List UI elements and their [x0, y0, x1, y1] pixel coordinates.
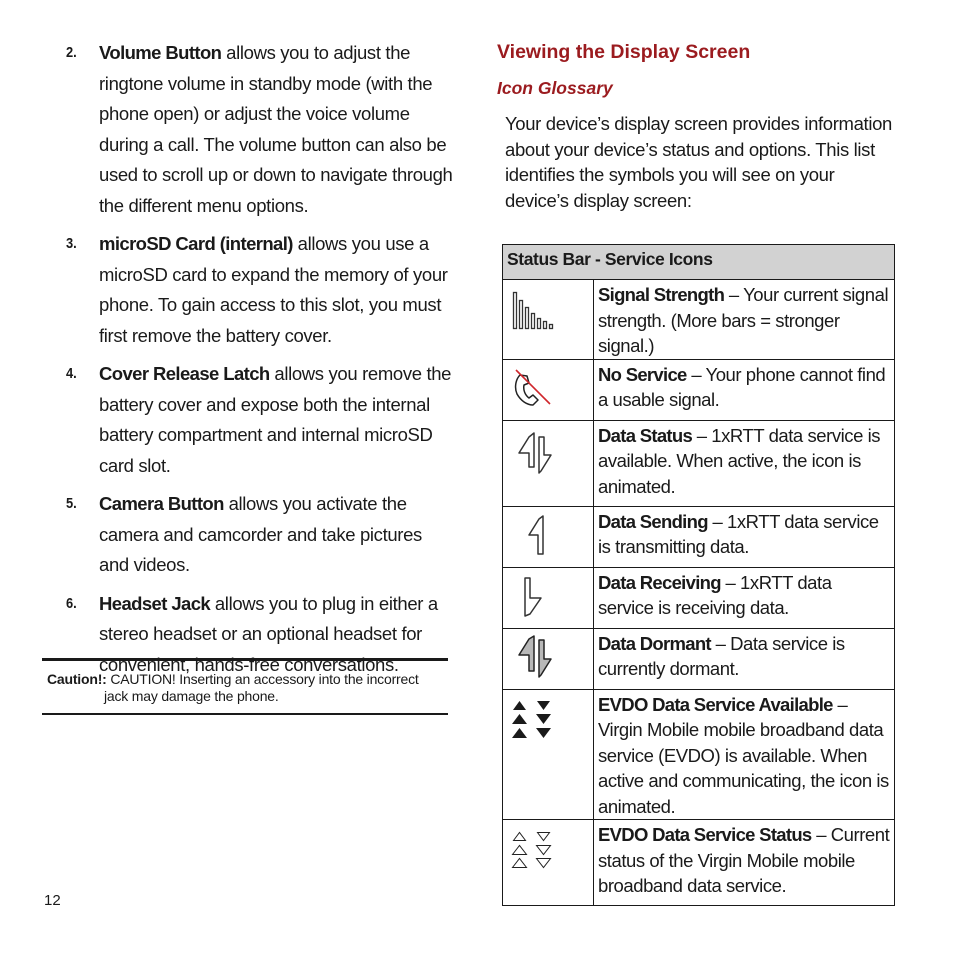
item-term: Cover Release Latch — [99, 363, 270, 384]
evdo-available-icon — [503, 690, 593, 798]
icon-description: – Current status of the Virgin Mobile mobile broadband data service. — [598, 824, 890, 896]
list-item — [66, 489, 456, 581]
table-row — [503, 359, 895, 420]
description-cell — [594, 567, 895, 628]
table-row — [503, 280, 895, 360]
caution-label: Caution!: — [47, 671, 107, 687]
description-cell — [594, 506, 895, 567]
item-text — [99, 38, 456, 221]
table-header-row — [503, 245, 895, 280]
icon-cell — [503, 689, 594, 820]
item-description: allows you to plug in either a stereo headset or an optional headset for convenient, hands-free conversations. — [99, 592, 438, 675]
icon-term: Data Dormant — [598, 632, 711, 654]
icon-cell — [503, 359, 594, 420]
icon-term: EVDO Data Service Available — [598, 693, 833, 715]
description-cell — [594, 689, 895, 820]
icon-cell — [503, 820, 594, 906]
icon-term: Data Status — [598, 424, 693, 446]
item-text — [99, 229, 456, 351]
item-description: allows you remove the battery cover and expose both the internal battery compartment and internal microSD card slot. — [99, 363, 452, 476]
table-row — [503, 628, 895, 689]
item-number: 5. — [66, 495, 77, 512]
list-item — [66, 38, 456, 221]
icon-cell — [503, 567, 594, 628]
intro-paragraph: Your device’s display screen provides information about your device’s status and options. This list identifies the symbols you will see on your device’s display screen: — [505, 113, 892, 211]
evdo-status-icon — [503, 820, 593, 904]
table-row — [503, 820, 895, 906]
item-description: allows you to adjust the ringtone volume in standby mode (with the phone open) or adjust the voice volume during a call. The volume button can also be used to scroll up or down to navigate through the different menu options. — [99, 42, 453, 216]
caution-text: CAUTION! Inserting an accessory into the incorrect — [106, 671, 419, 687]
icon-description: – 1xRTT data service is receiving data. — [598, 571, 832, 618]
icon-term: EVDO Data Service Status — [598, 824, 812, 845]
item-term: Headset Jack — [99, 592, 211, 614]
icon-description: – 1xRTT data service is available. When active, the icon is animated. — [598, 424, 881, 497]
icon-term: Signal Strength — [598, 284, 725, 305]
description-cell — [594, 420, 895, 506]
table-row — [503, 506, 895, 567]
icon-glossary-table — [502, 244, 895, 906]
item-number: 4. — [66, 365, 77, 382]
icon-term: No Service — [598, 363, 687, 385]
data-sending-icon — [503, 507, 593, 565]
description-cell — [594, 280, 895, 360]
item-text — [99, 359, 456, 481]
icon-description: – Your current signal strength. (More bars = stronger signal.) — [598, 284, 889, 356]
list-item — [66, 359, 456, 481]
data-receiving-icon — [503, 568, 593, 626]
page-number: 12 — [44, 892, 61, 909]
icon-description: – Your phone cannot find a usable signal. — [598, 363, 886, 410]
table-row — [503, 567, 895, 628]
table-row — [503, 689, 895, 820]
section-title: Viewing the Display Screen — [497, 41, 751, 63]
item-term: microSD Card (internal) — [99, 233, 293, 254]
subsection-title: Icon Glossary — [497, 78, 613, 98]
description-cell — [594, 820, 895, 906]
list-item — [66, 229, 456, 351]
table-row — [503, 420, 895, 506]
caution-line-2: jack may damage the phone. — [104, 688, 279, 704]
icon-cell — [503, 506, 594, 567]
icon-cell — [503, 628, 594, 689]
icon-description: – Data service is currently dormant. — [598, 632, 845, 679]
icon-term: Data Receiving — [598, 571, 721, 593]
icon-term: Data Sending — [598, 510, 708, 532]
caution-line-1 — [47, 671, 419, 688]
signal-strength-icon — [503, 280, 593, 338]
no-service-icon — [503, 360, 593, 418]
table-header: Status Bar - Service Icons — [503, 245, 895, 280]
data-dormant-icon — [503, 629, 593, 687]
item-number: 2. — [66, 44, 77, 61]
description-cell — [594, 628, 895, 689]
item-description: allows you activate the camera and camcorder and take pictures and videos. — [99, 493, 422, 575]
data-status-icon — [503, 421, 593, 505]
item-term: Camera Button — [99, 493, 224, 514]
item-number: 6. — [66, 594, 77, 612]
item-text — [99, 489, 456, 581]
caution-box — [42, 658, 448, 715]
feature-list — [66, 38, 456, 688]
description-cell — [594, 359, 895, 420]
item-term: Volume Button — [99, 42, 222, 63]
icon-description: – 1xRTT data service is transmitting data. — [598, 510, 879, 557]
icon-cell — [503, 420, 594, 506]
item-description: allows you use a microSD card to expand the memory of your phone. To gain access to this slot, you must first remove the battery cover. — [99, 233, 448, 346]
icon-description: – Virgin Mobile mobile broadband data service (EVDO) is available. When active and communicating, the icon is animated. — [598, 693, 889, 817]
item-number: 3. — [66, 235, 77, 252]
icon-cell — [503, 280, 594, 360]
